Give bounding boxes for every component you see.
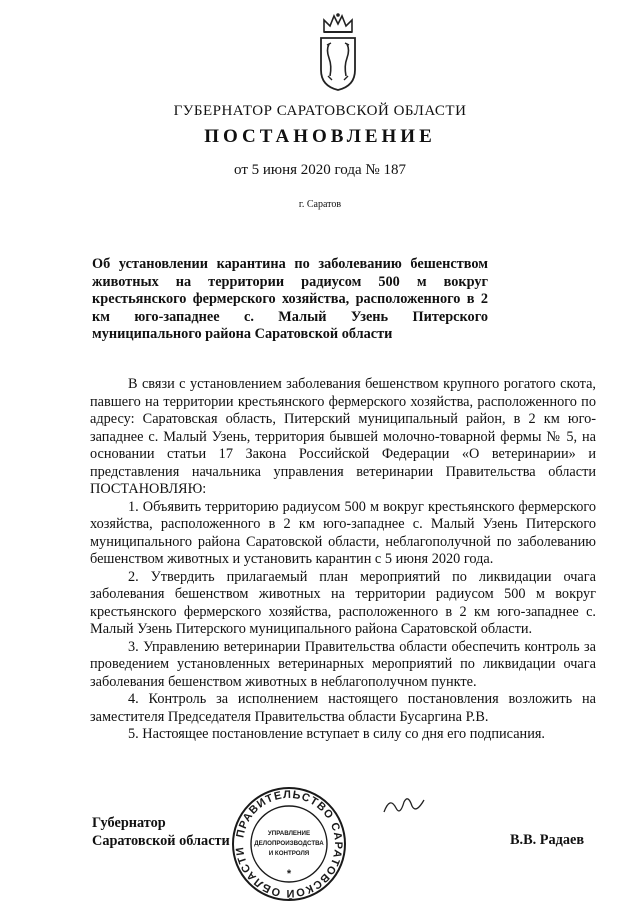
document-type: ПОСТАНОВЛЕНИЕ bbox=[204, 126, 436, 147]
intro-paragraph: В связи с установлением заболевания бешенством крупного рогатого скота, павшего на территории крестьянского фермерского хозяйства, расположенного по адресу: Саратовская область, Питерский муниципальный район, в 2 км юго-западнее с. Малый Узень, территория бывшей молочно-товарной фермы № 5, на основании статьи 17 Закона Российской Федерации «О ветеринарии» и представления начальника управления ветеринарии Правительства области ПОСТАНОВЛЯЮ: bbox=[90, 376, 596, 497]
handwritten-signature bbox=[380, 790, 430, 820]
official-stamp bbox=[230, 785, 348, 903]
document-body bbox=[90, 376, 596, 744]
document-city: г. Саратов bbox=[298, 199, 342, 210]
stamp-ring-text: ПРАВИТЕЛЬСТВО САРАТОВСКОЙ ОБЛАСТИ bbox=[233, 788, 345, 900]
signatory-name: В.В. Радаев bbox=[510, 832, 585, 848]
stamp-center-text: ДЕЛОПРОИЗВОДСТВА bbox=[254, 840, 324, 847]
document-date-number: от 5 июня 2020 года № 187 bbox=[234, 162, 406, 178]
item-paragraph: 1. Объявить территорию радиусом 500 м вокруг крестьянского фермерского хозяйства, расположенного в 2 км юго-западнее с. Малый Узень Питерского муниципального района Саратовской области, неблагополучной по заболеванию бешенством животных и установить карантин с 5 июня 2020 года. bbox=[90, 498, 596, 567]
document-title: Об установлении карантина по заболеванию бешенством животных на территории радиусом 500 м вокруг крестьянского фермерского хозяйства, расположенного в 2 км юго-западнее с. Малый Узень Питерского муниципального района Саратовской области bbox=[92, 256, 488, 343]
item-paragraph: 3. Управлению ветеринарии Правительства области обеспечить контроль за проведением установленных ветеринарных мероприятий по ликвидации очага заболевания бешенством животных в неблагополучном пункте. bbox=[90, 638, 596, 690]
stamp-star: * bbox=[286, 868, 292, 880]
signatory-role bbox=[92, 815, 230, 850]
issuer-heading: ГУБЕРНАТОР САРАТОВСКОЙ ОБЛАСТИ bbox=[173, 103, 467, 119]
item-paragraph: 2. Утвердить прилагаемый план мероприятий по ликвидации очага заболевания бешенством животных на территории радиусом 500 м вокруг крестьянского фермерского хозяйства, расположенного в 2 км юго-западнее с. Малый Узень Питерского муниципального района Саратовской области. bbox=[90, 568, 596, 637]
stamp-center-text: И КОНТРОЛЯ bbox=[268, 850, 310, 857]
item-paragraph: 5. Настоящее постановление вступает в силу со дня его подписания. bbox=[128, 726, 545, 742]
saratov-coat-of-arms-icon bbox=[318, 12, 358, 92]
signatory-role-line: Саратовской области bbox=[92, 832, 230, 849]
stamp-center-text: УПРАВЛЕНИЕ bbox=[267, 830, 311, 837]
signatory-role-line: Губернатор bbox=[92, 815, 166, 831]
item-paragraph: 4. Контроль за исполнением настоящего постановления возложить на заместителя Председателя Правительства области Бусаргина Р.В. bbox=[90, 691, 596, 725]
